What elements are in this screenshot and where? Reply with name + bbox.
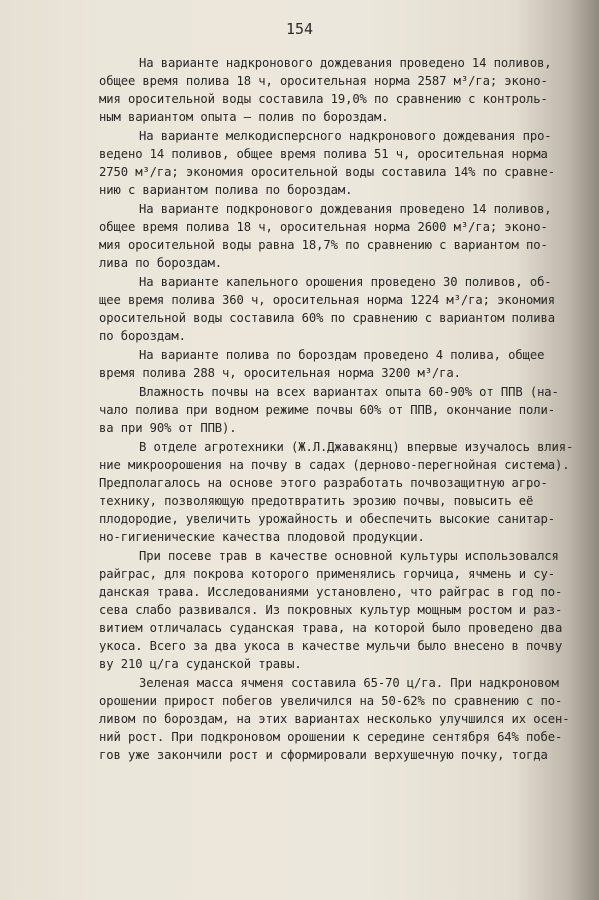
text-line: райграс, для покрова которого применялись горчица, ячмень и су-	[99, 566, 555, 581]
text-line: мия оросительной воды составила 19,0% по сравнению с контроль-	[99, 92, 548, 107]
text-line: Зеленая масса ячменя составила 65-70 ц/га. При надкроновом	[139, 675, 559, 690]
text-line: На варианте подкронового дождевания проведено 14 поливов,	[139, 201, 552, 216]
paragraph	[99, 438, 577, 547]
text-line: орошении прирост побегов увеличился на 50-62% по сравнению с по-	[99, 694, 563, 709]
text-line: На варианте полива по бороздам проведено 4 полива, общее	[139, 347, 545, 362]
text-line: гов уже закончили рост и сформировали верхушечную почку, тогда	[99, 748, 548, 763]
text-line: данская трава. Исследованиями установлено, что райграс в год по-	[99, 584, 563, 599]
text-line: ным вариантом опыта – полив по бороздам.	[99, 110, 389, 125]
body-text	[99, 54, 577, 765]
text-line: ливом по бороздам, на этих вариантах несколько улучшился их осен-	[99, 712, 570, 727]
text-line: На варианте надкронового дождевания проведено 14 поливов,	[139, 56, 552, 70]
text-line: При посеве трав в качестве основной культуры использовался	[139, 548, 559, 563]
text-line: плодородие, увеличить урожайность и обеспечить высокие санитар-	[99, 511, 555, 526]
paragraph	[99, 273, 577, 345]
text-line: ва при 90% от ППВ).	[99, 420, 237, 435]
text-line: Влажность почвы на всех вариантах опыта 60-90% от ППВ (на-	[139, 384, 559, 399]
text-line: На варианте капельного орошения проведено 30 поливов, об-	[139, 274, 552, 289]
text-line: лива по бороздам.	[99, 256, 223, 271]
text-line: оросительной воды составила 60% по сравнению с вариантом полива	[99, 311, 555, 326]
text-line: 2750 м³/га; экономия оросительной воды составила 14% по сравне-	[99, 165, 555, 180]
text-line: ведено 14 поливов, общее время полива 51 ч, оросительная норма	[99, 147, 548, 162]
paragraph	[99, 127, 577, 199]
text-line: нию с вариантом полива по бороздам.	[99, 183, 353, 198]
text-line: общее время полива 18 ч, оросительная норма 2600 м³/га; эконо-	[99, 220, 548, 235]
text-line: время полива 288 ч, оросительная норма 3200 м³/га.	[99, 365, 461, 380]
text-line: щее время полива 360 ч, оросительная норма 1224 м³/га; экономия	[99, 293, 555, 307]
text-line: ний рост. При подкроновом орошении к середине сентября 64% побе-	[99, 730, 563, 745]
paragraph	[99, 674, 577, 764]
text-line: витием отличалась суданская трава, на которой было проведено два	[99, 621, 563, 636]
text-line: На варианте мелкодисперсного надкронового дождевания про-	[139, 128, 552, 143]
text-line: укоса. Всего за два укоса в качестве мульчи было внесено в почву	[99, 639, 563, 654]
page-number: 154	[285, 20, 314, 38]
text-line: ву 210 ц/га суданской травы.	[99, 657, 302, 672]
text-line: но-гигиенические качества плодовой продукции.	[99, 530, 425, 544]
text-line: Предполагалось на основе этого разработать почвозащитную агро-	[99, 475, 548, 490]
text-line: технику, позволяющую предотвратить эрозию почвы, повысить её	[99, 493, 534, 508]
text-line: сева слабо развивался. Из покровных культур мощным ростом и раз-	[99, 602, 563, 617]
text-line: общее время полива 18 ч, оросительная норма 2587 м³/га; эконо-	[99, 74, 548, 89]
text-line: мия оросительной воды равна 18,7% по сравнению с вариантом по-	[99, 238, 548, 253]
text-line: по бороздам.	[99, 329, 186, 344]
paragraph	[99, 200, 577, 272]
paragraph	[99, 383, 577, 437]
text-line: ние микроорошения на почву в садах (дерново-перегнойная система).	[99, 457, 570, 472]
paragraph	[99, 54, 577, 126]
text-line: чало полива при водном режиме почвы 60% от ППВ, окончание поли-	[99, 402, 555, 417]
paragraph	[99, 547, 577, 674]
text-line: В отделе агротехники (Ж.Л.Джавакянц) впервые изучалось влия-	[139, 439, 574, 454]
paragraph	[99, 346, 577, 382]
